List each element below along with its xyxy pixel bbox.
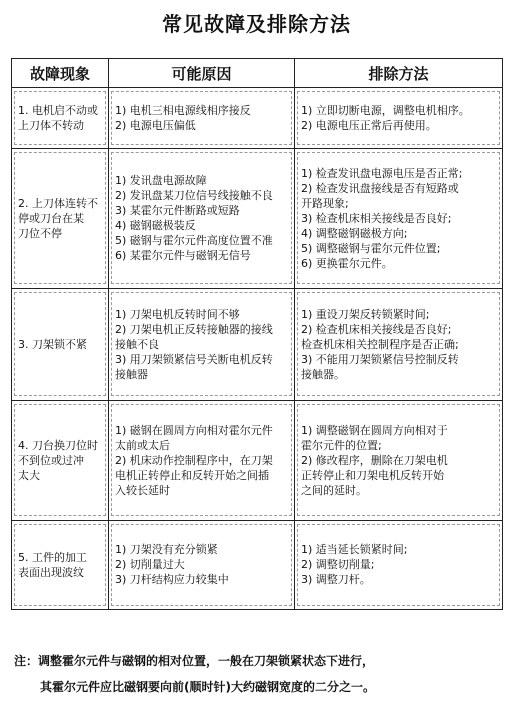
symptom-cell-lines <box>18 550 102 580</box>
symptom-cell-lines <box>18 337 102 352</box>
causes-cell <box>109 520 295 609</box>
remedies-cell-box <box>297 524 500 606</box>
cell-line: 4. 刀台换刀位时 <box>18 438 98 452</box>
cell-line: 2. 上刀体连转不 <box>18 196 98 210</box>
header-remedies: 排除方法 <box>295 59 503 88</box>
cell-line: 3) 检查机床相关接线是否良好; <box>301 211 452 225</box>
symptom-cell <box>12 400 109 520</box>
cell-line: 2) 机床动作控制程序中，在刀架 <box>115 453 273 467</box>
cell-line: 5) 调整磁钢与霍尔元件位置; <box>301 241 441 255</box>
header-causes: 可能原因 <box>109 59 295 88</box>
footnote <box>14 648 504 700</box>
table-row <box>12 520 503 609</box>
cell-line: 6) 某霍尔元件与磁钢无信号 <box>115 249 251 263</box>
cell-line: 太大 <box>18 468 40 482</box>
cell-line: 1) 重设刀架反转锁紧时间; <box>301 307 430 321</box>
cell-line: 1) 磁钢在圆周方向相对霍尔元件 <box>115 423 273 437</box>
remedies-cell-box <box>297 152 500 284</box>
cell-line: 霍尔元件的位置; <box>301 438 382 452</box>
cell-line: 1) 调整磁钢在圆周方向相对于 <box>301 423 448 437</box>
remedies-cell-lines <box>301 103 496 133</box>
symptom-cell-lines <box>18 196 102 241</box>
symptom-cell-box <box>14 404 106 516</box>
cell-line: 上刀体不转动 <box>18 118 84 132</box>
causes-cell-box <box>111 152 292 284</box>
table-row <box>12 88 503 149</box>
cell-line: 4) 调整磁钢磁极方向; <box>301 226 408 240</box>
cell-line: 检查机床相关控制程序是否正确; <box>301 337 459 351</box>
cell-line: 3) 不能用刀架锁紧信号控制反转 <box>301 352 459 366</box>
remedies-cell-box <box>297 292 500 396</box>
remedies-cell-lines <box>301 307 496 382</box>
cell-line: 3. 刀架锁不紧 <box>18 337 87 351</box>
cell-line: 5. 工件的加工 <box>18 550 87 564</box>
cell-line: 2) 修改程序，删除在刀架电机 <box>301 453 448 467</box>
cell-line: 2) 电源电压偏低 <box>115 118 196 132</box>
causes-cell-lines <box>115 423 288 498</box>
table-header-row <box>12 59 503 88</box>
table-row <box>12 400 503 520</box>
cell-line: 刀位不停 <box>18 226 62 240</box>
cell-line: 电机正转停止和反转开始之间插 <box>115 468 269 482</box>
symptom-cell-lines <box>18 438 102 483</box>
cell-line: 1) 检查发讯盘电源电压是否正常; <box>301 166 463 180</box>
cell-line: 接触不良 <box>115 337 159 351</box>
cell-line: 2) 调整切削量; <box>301 558 375 572</box>
causes-cell <box>109 148 295 288</box>
causes-cell <box>109 88 295 149</box>
symptom-cell-box <box>14 152 106 284</box>
remedies-cell-box <box>297 91 500 145</box>
symptom-cell <box>12 88 109 149</box>
remedies-cell-lines <box>301 542 496 587</box>
causes-cell-lines <box>115 542 288 587</box>
remedies-cell-lines <box>301 423 496 498</box>
remedies-cell-box <box>297 404 500 516</box>
cell-line: 1) 适当延长锁紧时间; <box>301 543 408 557</box>
cell-line: 1) 刀架没有充分锁紧 <box>115 543 218 557</box>
causes-cell <box>109 400 295 520</box>
cell-line: 3) 某霍尔元件断路或短路 <box>115 204 240 218</box>
cell-line: 3) 刀杆结构应力较集中 <box>115 573 229 587</box>
symptom-cell-box <box>14 292 106 396</box>
cell-line: 不到位或过冲 <box>18 453 84 467</box>
causes-cell-box <box>111 524 292 606</box>
remedies-cell <box>295 400 503 520</box>
cell-line: 1) 立即切断电源，调整电机相序。 <box>301 103 470 117</box>
cell-line: 正转停止和刀架电机反转开始 <box>301 468 444 482</box>
cell-line: 接触器 <box>115 367 148 381</box>
cell-line: 停或刀台在某 <box>18 211 84 225</box>
footnote-line-2: 其霍尔元件应比磁钢要向前(顺时针)大约磁钢宽度的二分之一。 <box>40 680 375 694</box>
cell-line: 6) 更换霍尔元件。 <box>301 256 393 270</box>
symptom-cell <box>12 520 109 609</box>
remedies-cell <box>295 289 503 401</box>
symptom-cell <box>12 289 109 401</box>
symptom-cell-box <box>14 91 106 145</box>
cell-line: 入较长延时 <box>115 483 170 497</box>
causes-cell-lines <box>115 173 288 263</box>
cell-line: 表面出现波纹 <box>18 565 84 579</box>
remedies-cell <box>295 148 503 288</box>
cell-line: 3) 用刀架锁紧信号关断电机反转 <box>115 352 273 366</box>
causes-cell-box <box>111 292 292 396</box>
cell-line: 2) 切削量过大 <box>115 558 185 572</box>
cell-line: 2) 发讯盘某刀位信号线接触不良 <box>115 189 273 203</box>
causes-cell-lines <box>115 103 288 133</box>
symptom-cell <box>12 148 109 288</box>
cell-line: 之间的延时。 <box>301 483 367 497</box>
cell-line: 1) 发讯盘电源故障 <box>115 174 207 188</box>
remedies-cell-lines <box>301 166 496 271</box>
table-row <box>12 289 503 401</box>
causes-cell <box>109 289 295 401</box>
footnote-line-1: 注：调整霍尔元件与磁钢的相对位置，一般在刀架锁紧状态下进行， <box>14 654 375 668</box>
cell-line: 2) 检查机床相关接线是否良好; <box>301 322 452 336</box>
causes-cell-lines <box>115 307 288 382</box>
cell-line: 2) 电源电压正常后再使用。 <box>301 118 437 132</box>
table-row <box>12 148 503 288</box>
cell-line: 1) 电机三相电源线相序接反 <box>115 103 251 117</box>
cell-line: 1) 刀架电机反转时间不够 <box>115 307 240 321</box>
remedies-cell <box>295 88 503 149</box>
cell-line: 1. 电机启不动或 <box>18 103 98 117</box>
cell-line: 太前或太后 <box>115 438 170 452</box>
symptom-cell-box <box>14 524 106 606</box>
cell-line: 5) 磁钢与霍尔元件高度位置不准 <box>115 234 273 248</box>
cell-line: 接触器。 <box>301 367 345 381</box>
causes-cell-box <box>111 404 292 516</box>
causes-cell-box <box>111 91 292 145</box>
cell-line: 2) 检查发讯盘接线是否有短路或 <box>301 181 459 195</box>
cell-line: 4) 磁钢磁极装反 <box>115 219 196 233</box>
symptom-cell-lines <box>18 103 102 133</box>
cell-line: 2) 刀架电机正反转接触器的接线 <box>115 322 273 336</box>
fault-table <box>11 58 503 610</box>
remedies-cell <box>295 520 503 609</box>
header-symptom: 故障现象 <box>12 59 109 88</box>
cell-line: 开路现象; <box>301 196 349 210</box>
page-title: 常见故障及排除方法 <box>162 12 351 36</box>
cell-line: 3) 调整刀杆。 <box>301 573 371 587</box>
